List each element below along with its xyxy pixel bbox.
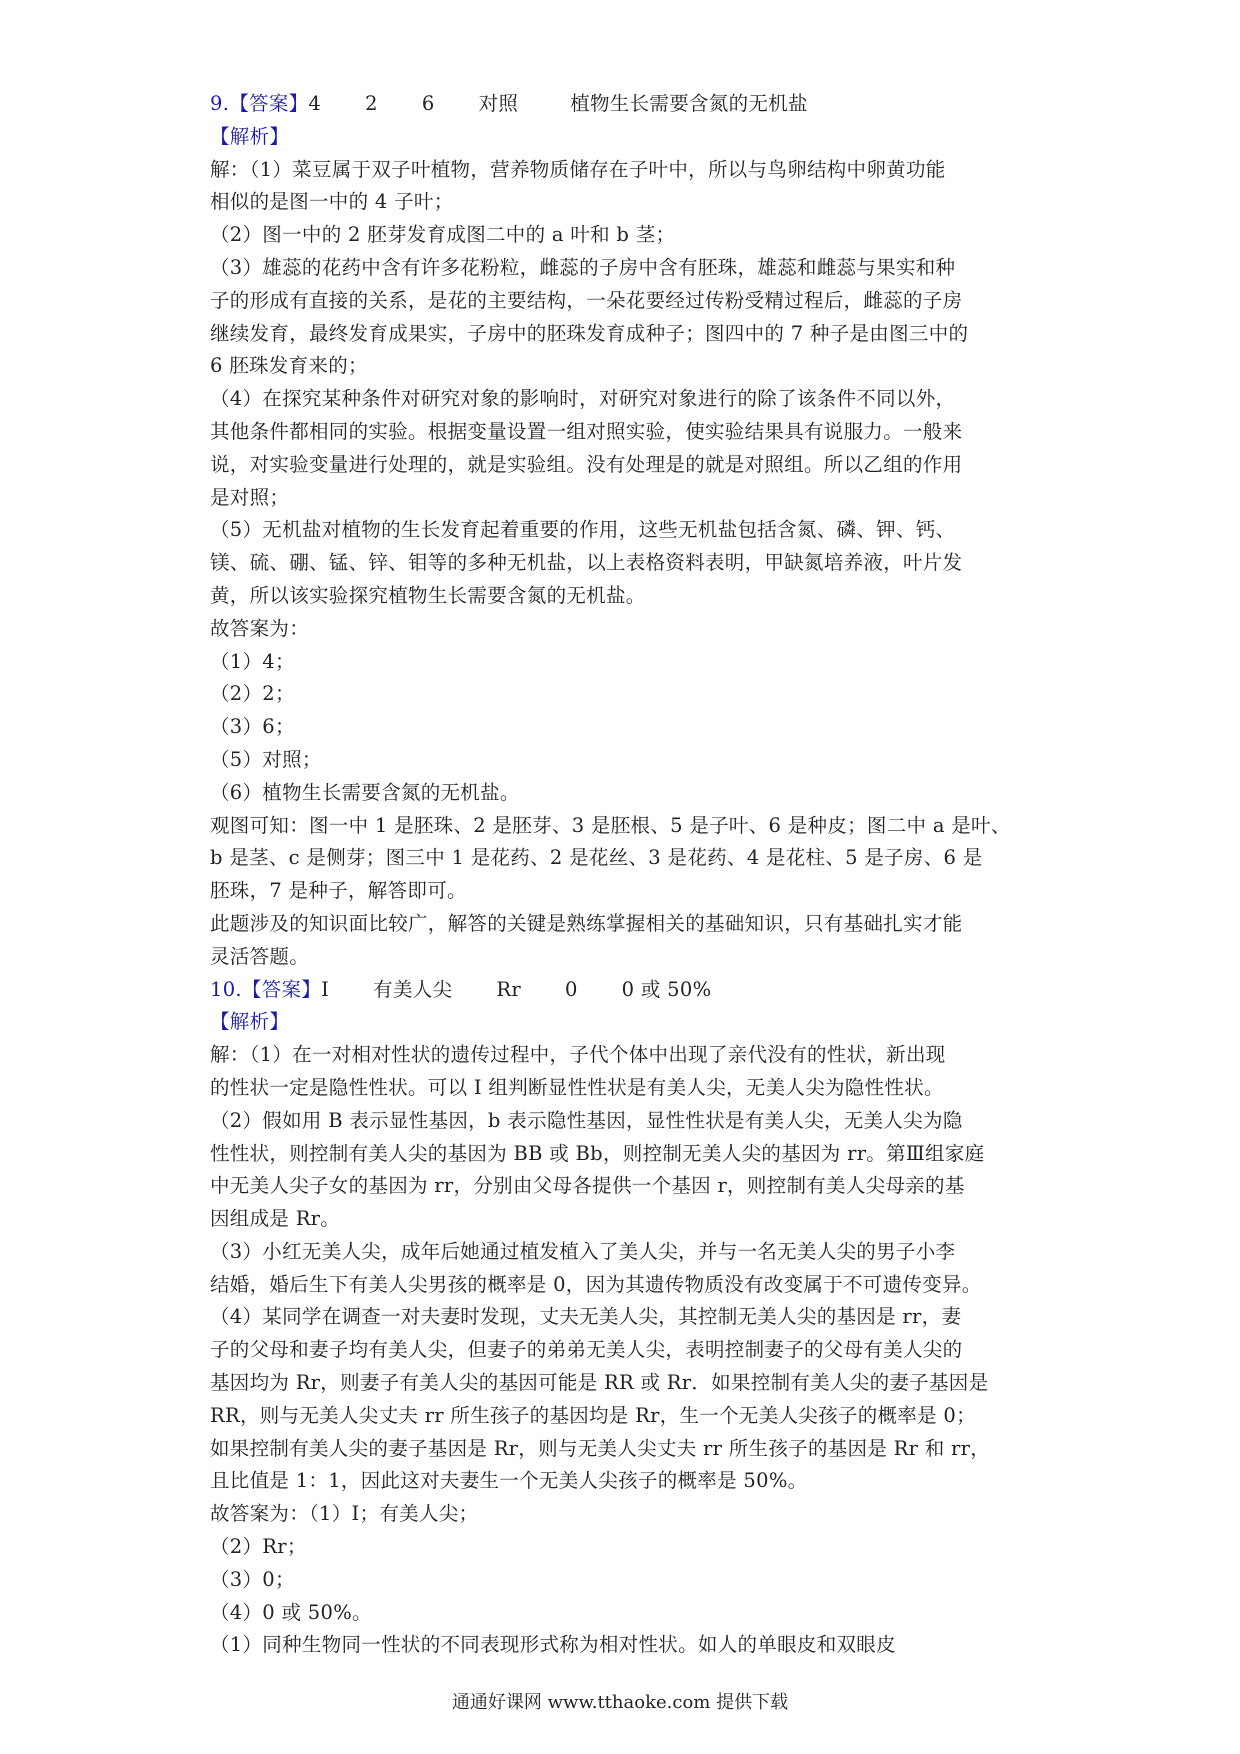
q9-line: 黄，所以该实验探究植物生长需要含氮的无机盐。 bbox=[210, 583, 646, 607]
q10-answer-2: 有美人尖 bbox=[373, 977, 453, 1001]
q9-number: 9. bbox=[210, 92, 230, 115]
q10-line: 因组成是 Rr。 bbox=[210, 1207, 341, 1231]
q10-line: RR，则与无美人尖丈夫 rr 所生孩子的基因均是 Rr，生一个无美人尖孩子的概率是 0； bbox=[210, 1403, 976, 1427]
q10-line: （4）某同学在调查一对夫妻时发现，丈夫无美人尖，其控制无美人尖的基因是 rr，妻 bbox=[210, 1305, 962, 1329]
q9-answer-1: 4 bbox=[308, 92, 322, 115]
q9-line: （2）图一中的 2 胚芽发育成图二中的 a 叶和 b 茎； bbox=[210, 223, 676, 247]
q10-line: （3）小红无美人尖，成年后她通过植发植入了美人尖，并与一名无美人尖的男子小李 bbox=[210, 1239, 956, 1263]
q9-line: 胚珠，7 是种子，解答即可。 bbox=[210, 879, 467, 903]
q9-line: 此题涉及的知识面比较广，解答的关键是熟练掌握相关的基础知识，只有基础扎实才能 bbox=[210, 911, 963, 935]
q10-analysis-label: 【解析】 bbox=[210, 1010, 290, 1034]
q10-line: 性性状，则控制有美人尖的基因为 BB 或 Bb，则控制无美人尖的基因为 rr。第Ⅲ组家庭 bbox=[210, 1141, 985, 1165]
q9-line: 灵活答题。 bbox=[210, 944, 310, 968]
q9-line: （5）无机盐对植物的生长发育起着重要的作用，这些无机盐包括含氮、磷、钾、钙、 bbox=[210, 518, 956, 542]
q9-line: 继续发育，最终发育成果实，子房中的胚珠发育成种子；图四中的 7 种子是由图三中的 bbox=[210, 321, 969, 345]
q10-answer-3: Rr bbox=[496, 977, 521, 1001]
q9-line: 观图可知：图一中 1 是胚珠、2 是胚芽、3 是胚根、5 是子叶、6 是种皮；图二中 a 是叶、 bbox=[210, 813, 1011, 837]
q10-line: （3）0； bbox=[210, 1567, 295, 1591]
q10-line: （2）Rr； bbox=[210, 1535, 307, 1559]
q9-line: 相似的是图一中的 4 子叶； bbox=[210, 190, 454, 214]
q9-line: 镁、硫、硼、锰、锌、钼等的多种无机盐，以上表格资料表明，甲缺氮培养液，叶片发 bbox=[210, 551, 963, 575]
q9-line: 子的形成有直接的关系，是花的主要结构，一朵花要经过传粉受精过程后，雌蕊的子房 bbox=[210, 288, 963, 312]
q9-answer-label: 【答案】 bbox=[229, 92, 309, 115]
q9-line: 是对照； bbox=[210, 485, 290, 509]
q10-line: 结婚，婚后生下有美人尖男孩的概率是 0，因为其遗传物质没有改变属于不可遗传变异。 bbox=[210, 1272, 982, 1296]
q9-line: （2）2； bbox=[210, 682, 295, 706]
q10-line: 如果控制有美人尖的妻子基因是 Rr，则与无美人尖丈夫 rr 所生孩子的基因是 Rr 和 rr， bbox=[210, 1436, 991, 1460]
q9-line: 故答案为： bbox=[210, 616, 310, 640]
q9-line: b 是茎、c 是侧芽；图三中 1 是花药、2 是花丝、3 是花药、4 是花柱、5 是子房、6 是 bbox=[210, 846, 983, 870]
q10-line: 子的父母和妻子均有美人尖，但妻子的弟弟无美人尖，表明控制妻子的父母有美人尖的 bbox=[210, 1338, 963, 1362]
q9-line: 其他条件都相同的实验。根据变量设置一组对照实验，使实验结果具有说服力。一般来 bbox=[210, 419, 963, 443]
q9-analysis-label: 【解析】 bbox=[210, 124, 290, 148]
q10-line: （4）0 或 50%。 bbox=[210, 1600, 372, 1624]
q9-answer-5: 植物生长需要含氮的无机盐 bbox=[570, 92, 808, 115]
q10-line: 中无美人尖子女的基因为 rr，分别由父母各提供一个基因 r，则控制有美人尖母亲的基 bbox=[210, 1174, 965, 1198]
q10-answer-line bbox=[210, 974, 1040, 1007]
q10-line: （1）同种生物同一性状的不同表现形式称为相对性状。如人的单眼皮和双眼皮 bbox=[210, 1633, 896, 1657]
q9-line: 解：（1）菜豆属于双子叶植物，营养物质储存在子叶中，所以与鸟卵结构中卵黄功能 bbox=[210, 157, 946, 181]
document-body bbox=[210, 88, 1040, 1662]
q10-answer-4: 0 bbox=[564, 977, 578, 1001]
q9-line: （6）植物生长需要含氮的无机盐。 bbox=[210, 780, 520, 804]
q10-line: 解：（1）在一对相对性状的遗传过程中，子代个体中出现了亲代没有的性状，新出现 bbox=[210, 1043, 946, 1067]
q9-line: 说，对实验变量进行处理的，就是实验组。没有处理是的就是对照组。所以乙组的作用 bbox=[210, 452, 963, 476]
q9-answer-4: 对照 bbox=[478, 92, 519, 115]
q10-answer-label: 【答案】 bbox=[241, 977, 322, 1001]
q10-answer-5: 0 或 50% bbox=[621, 977, 712, 1001]
q10-answer-1: I bbox=[321, 977, 330, 1001]
q9-answer-2: 2 bbox=[365, 92, 378, 115]
q10-line: 故答案为：（1）Ⅰ；有美人尖； bbox=[210, 1502, 479, 1526]
q9-line: （3）6； bbox=[210, 715, 295, 739]
q10-line: 基因均为 Rr，则妻子有美人尖的基因可能是 RR 或 Rr．如果控制有美人尖的妻子基因是 bbox=[210, 1371, 989, 1395]
q10-number: 10. bbox=[210, 977, 242, 1001]
q9-line: （3）雄蕊的花药中含有许多花粉粒，雌蕊的子房中含有胚珠，雄蕊和雌蕊与果实和种 bbox=[210, 255, 956, 279]
q9-answer-3: 6 bbox=[421, 92, 435, 115]
q10-line: 且比值是 1：1，因此这对夫妻生一个无美人尖孩子的概率是 50%。 bbox=[210, 1469, 808, 1493]
q10-line: （2）假如用 B 表示显性基因，b 表示隐性基因，显性性状是有美人尖，无美人尖为隐 bbox=[210, 1108, 963, 1132]
q9-line: （4）在探究某种条件对研究对象的影响时，对研究对象进行的除了该条件不同以外， bbox=[210, 387, 956, 411]
q9-line: 6 胚珠发育来的； bbox=[210, 354, 368, 378]
q9-line: （1）4； bbox=[210, 649, 295, 673]
page-footer: 通通好课网 www.tthaoke.com 提供下载 bbox=[451, 1692, 789, 1713]
q10-line: 的性状一定是隐性性状。可以 I 组判断显性性状是有美人尖，无美人尖为隐性性状。 bbox=[210, 1075, 944, 1099]
q9-answer-line bbox=[210, 88, 1040, 121]
q9-line: （5）对照； bbox=[210, 747, 322, 771]
